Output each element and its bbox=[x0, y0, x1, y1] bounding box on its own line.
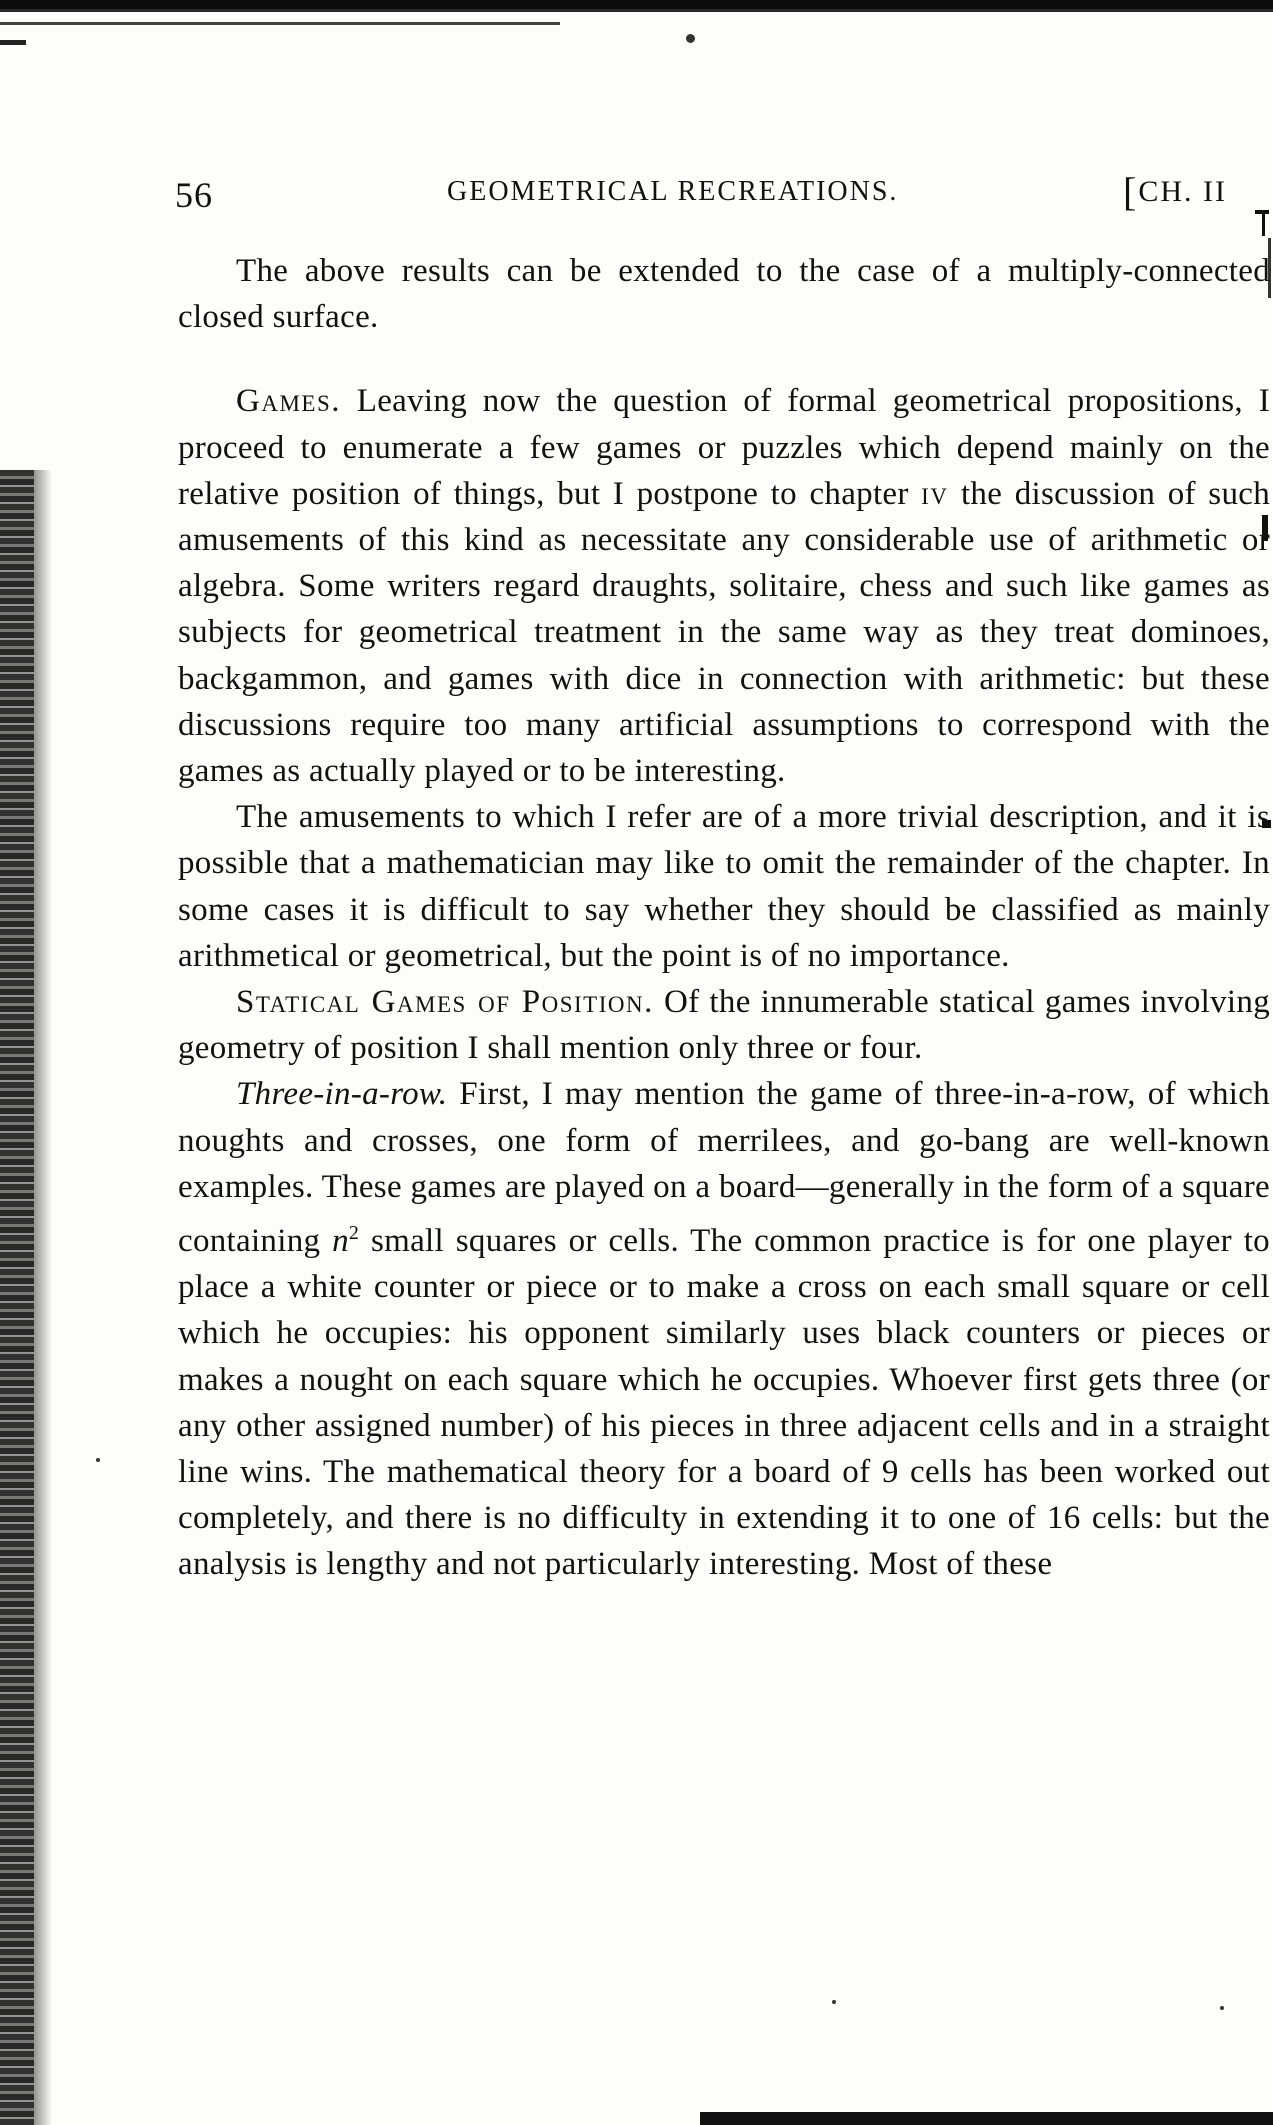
scan-speck bbox=[1220, 2006, 1224, 2010]
chapter-label: CH. II bbox=[1138, 175, 1227, 208]
paragraph-amusements: The amusements to which I refer are of a more trivial description, and it is possible that a mathematician may like to omit the remainder of the chapter. In some cases it is difficult to say whether they should be classified as mainly arithmetical or geometrical, but the point is of no importance. bbox=[178, 799, 1270, 974]
page-header bbox=[175, 168, 1235, 218]
chapter-numeral: iv bbox=[921, 475, 949, 512]
paragraph-games bbox=[178, 378, 1270, 794]
paragraph-text: First, I may mention the game of three-in-a-row, of which noughts and crosses, one form of merrilees, and go-bang are well-known examples. These games are played on a board—generally in the form of a square containing bbox=[178, 1076, 1270, 1260]
paragraph-statical-games bbox=[178, 979, 1270, 1071]
scan-speck bbox=[832, 2000, 836, 2004]
scan-top-line bbox=[0, 22, 560, 25]
section-head-statical-games: Statical Games of Position. bbox=[236, 984, 654, 1021]
chapter-bracket: [ bbox=[1123, 169, 1139, 214]
paragraph-text: small squares or cells. The common practice is for one player to place a white counter or piece or to make a cross on each small square or cell which he occupies: his opponent similarly uses black counters or pieces or makes a nought on each square which he occupies. Whoever first gets three (or any other assigned number) of his pieces in three adjacent cells and in a straight line wins. The mathematical theory for a board of 9 cells has been worked out completely, and there is no difficulty in extending it to one of 16 cells: but the analysis is lengthy and not particularly interesting. Most of these bbox=[178, 1223, 1270, 1583]
scan-mark bbox=[0, 40, 26, 45]
math-exponent: 2 bbox=[348, 1222, 360, 1245]
page-number: 56 bbox=[175, 175, 213, 215]
scan-top-border bbox=[0, 0, 1273, 18]
paragraph-text: Leaving now the question of formal geometrical propositions, I proceed to enumerate a few games or puzzles which depend mainly on the relative position of things, but I postpone to chapter bbox=[178, 383, 1270, 512]
scan-speck bbox=[686, 34, 695, 43]
binding-shadow bbox=[34, 470, 52, 2125]
section-head-games: Games. bbox=[236, 383, 341, 420]
paragraph-text: Of the innumerable statical games involving geometry of position I shall mention only three or four. bbox=[178, 984, 1270, 1067]
book-binding-edge bbox=[0, 470, 34, 2125]
scan-speck bbox=[96, 1458, 100, 1462]
scan-bottom-border bbox=[700, 2112, 1273, 2125]
margin-mark bbox=[1262, 214, 1265, 236]
body-text bbox=[178, 248, 1270, 1588]
paragraph-three-in-a-row bbox=[178, 1071, 1270, 1587]
paragraph-multiply-connected: The above results can be extended to the case of a multiply-connected closed surface. bbox=[178, 253, 1270, 336]
section-head-three-in-a-row: Three-in-a-row. bbox=[236, 1076, 448, 1113]
chapter-reference bbox=[1123, 168, 1227, 215]
paragraph-text: the discussion of such amusements of this kind as necessitate any considerable use of arithmetic or algebra. Some writers regard draughts, solitaire, chess and such like games as subjects for geometrical treatment in the same way as they treat dominoes, backgammon, and games with dice in connection with arithmetic: but these discussions require too many artificial assumptions to correspond with the games as actually played or to be interesting. bbox=[178, 475, 1270, 790]
running-head: GEOMETRICAL RECREATIONS. bbox=[447, 176, 899, 207]
math-variable: n bbox=[332, 1223, 349, 1260]
